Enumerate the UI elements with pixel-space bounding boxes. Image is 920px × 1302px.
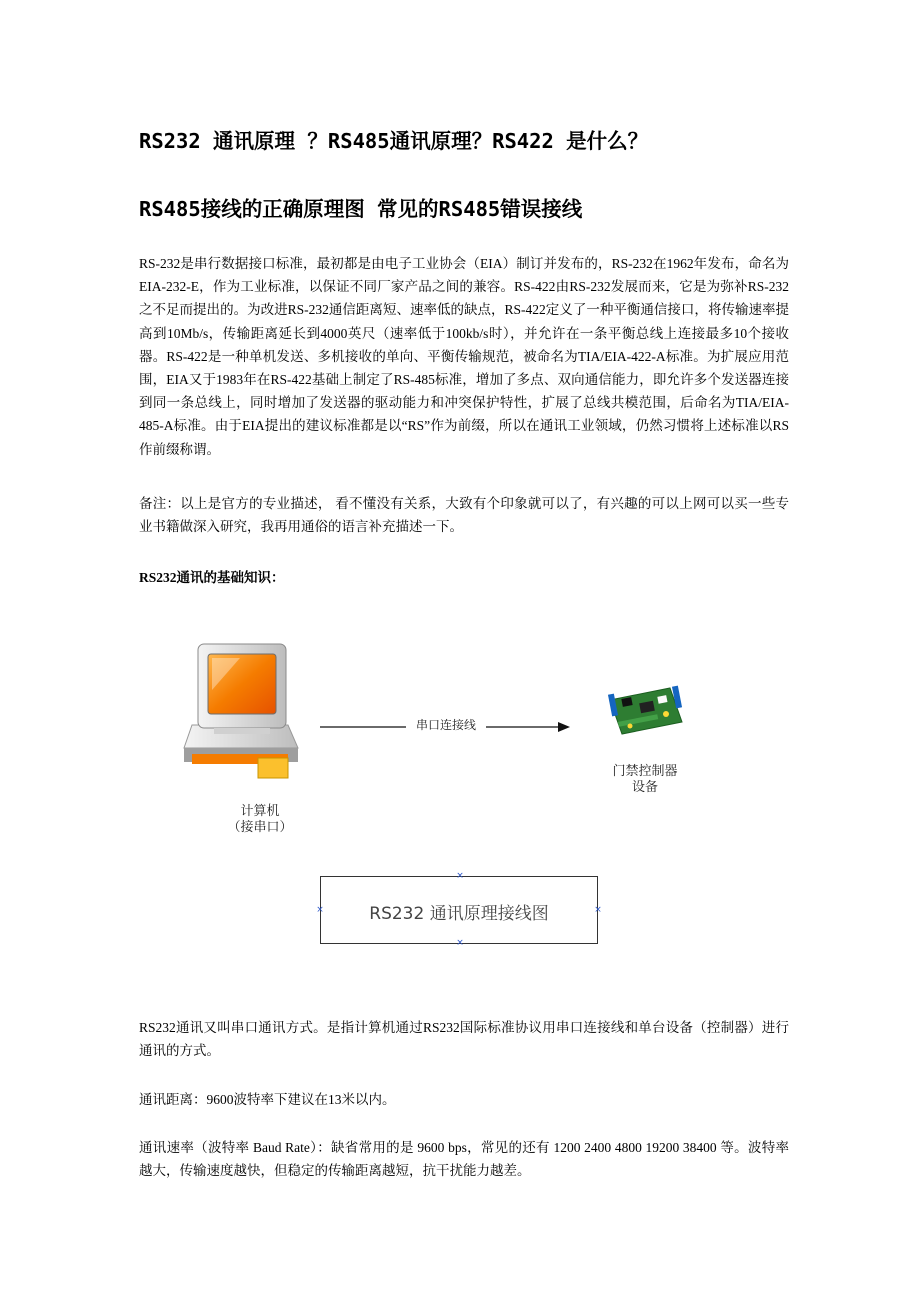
section-heading: RS232通讯的基础知识： [139,570,285,585]
computer-label: 计算机 [240,804,280,819]
distance-paragraph: 通讯距离：9600波特率下建议在13米以内。 [139,1092,396,1107]
resize-handle-icon: × [456,938,464,948]
speed-paragraph: 通讯速率（波特率 Baud Rate）：缺省常用的是 9600 bps，常见的还有 1200 2400 4800 19200 38400 等。波特率越大，传输速度越快，但稳定的传输距离越短，抗干扰能力越差。 [139,1140,789,1179]
resize-handle-icon: × [316,905,324,915]
note-paragraph: 备注：以上是官方的专业描述， 看不懂没有关系，大致有个印象就可以了，有兴趣的可以上网可以买一些专业书籍做深入研究，我再用通俗的语言补充描述一下。 [139,496,789,535]
title-line-1: RS232 通讯原理 ？RS485通讯原理？RS422 是什么？ [139,129,649,153]
resize-handle-icon: × [456,871,464,881]
diagram-caption: RS232 通讯原理接线图 [369,904,549,924]
cable-label: 串口连接线 [406,716,486,733]
title-line-2: RS485接线的正确原理图 常见的RS485错误接线 [139,197,583,221]
controller-board-icon [608,686,682,734]
intro-paragraph: RS-232是串行数据接口标准，最初都是由电子工业协会（EIA）制订并发布的，RS-232在1962年发布，命名为EIA-232-E，作为工业标准，以保证不同厂家产品之间的兼容。RS-422由RS-232发展而来，它是为弥补RS-232之不足而提出的。为改进RS-232通信距离短、速率低的缺点，RS-422定义了一种平衡通信接口，将传输速率提高到10Mb/s，传输距离延长到4000英尺（速率低于100kb/s时），并允许在一条平衡总线上连接最多10个接收器。RS-422是一种单机发送、多机接收的单向、平衡传输规范，被命名为TIA/EIA-422-A标准。为扩展应用范围，EIA又于1983年在RS-422基础上制定了RS-485标准，增加了多点、双向通信能力，即允许多个发送器连接到同一条总线上，同时增加了发送器的驱动能力和冲突保护特性，扩展了总线共模范围，后命名为TIA/EIA-485-A标准。由于EIA提出的建议标准都是以“RS”作为前缀，所以在通讯工业领域，仍然习惯将上述标准以RS作前缀称谓。 [139,256,789,457]
rs232-wiring-diagram [170,630,730,840]
computer-sublabel: （接串口） [227,820,293,835]
serial-paragraph: RS232通讯又叫串口通讯方式。是指计算机通过RS232国际标准协议用串口连接线和单台设备（控制器）进行通讯的方式。 [139,1020,789,1059]
controller-label: 门禁控制器 [612,764,678,779]
computer-icon [184,644,298,778]
resize-handle-icon: × [594,905,602,915]
diagram-caption-box [316,871,602,948]
controller-sublabel: 设备 [631,780,658,795]
